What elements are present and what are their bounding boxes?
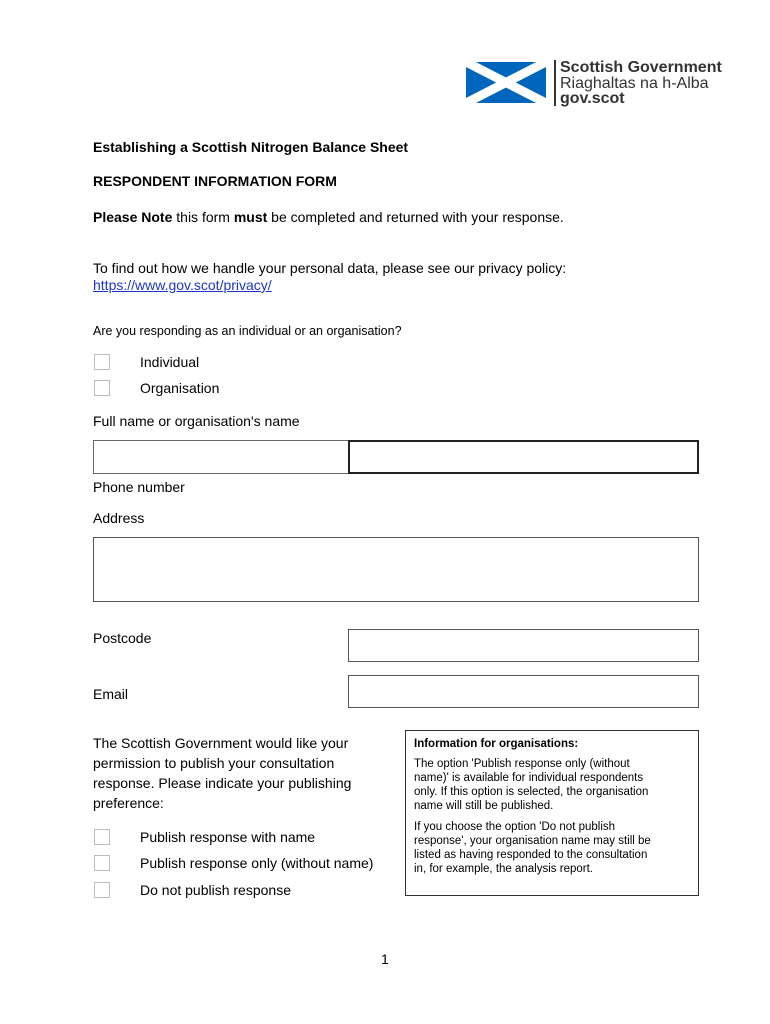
publish-intro-line: permission to publish your consultation	[93, 755, 335, 771]
email-input[interactable]	[348, 675, 699, 708]
publish-with-name-checkbox[interactable]	[94, 829, 110, 845]
publish-without-name-checkbox[interactable]	[94, 855, 110, 871]
document-title: Establishing a Scottish Nitrogen Balance Sheet	[93, 139, 409, 155]
scottish-government-logo	[466, 60, 741, 106]
address-input[interactable]	[93, 537, 699, 602]
publish-intro-line: response. Please indicate your publishing	[93, 775, 352, 791]
privacy-text: To find out how we handle your personal data, please see our privacy policy:	[93, 260, 567, 276]
publish-intro-line: The Scottish Government would like your	[93, 735, 349, 751]
publish-with-name-label: Publish response with name	[140, 829, 316, 845]
organisation-label: Organisation	[140, 380, 220, 396]
postcode-label: Postcode	[93, 630, 152, 646]
individual-checkbox[interactable]	[94, 354, 110, 370]
organisation-info-box	[405, 730, 699, 896]
respondent-type-question: Are you responding as an individual or an organisation?	[93, 324, 402, 338]
full-name-label: Full name or organisation's name	[93, 413, 300, 429]
address-label: Address	[93, 510, 145, 526]
publish-without-name-label: Publish response only (without name)	[140, 855, 374, 871]
saltire-flag-icon	[466, 62, 546, 103]
postcode-input[interactable]	[348, 629, 699, 662]
page-number: 1	[381, 951, 389, 967]
logo-line-3: gov.scot	[560, 90, 625, 107]
publish-intro	[93, 733, 351, 813]
please-note-label: Please Note	[93, 209, 173, 225]
logo-line-1: Scottish Government	[560, 59, 722, 76]
logo-line-2: Riaghaltas na h-Alba	[560, 75, 709, 92]
info-paragraph-2: If you choose the option 'Do not publish response', your organisation name may still be listed as having responded to the consultation in, for example, the analysis report.	[414, 821, 651, 875]
do-not-publish-label: Do not publish response	[140, 882, 291, 898]
form-title: RESPONDENT INFORMATION FORM	[93, 173, 337, 189]
full-name-input-left[interactable]	[93, 440, 349, 474]
info-title: Information for organisations:	[414, 738, 579, 750]
full-name-input[interactable]	[348, 440, 699, 474]
publish-intro-line: preference:	[93, 795, 164, 811]
logo-divider	[554, 60, 556, 106]
privacy-link[interactable]: https://www.gov.scot/privacy/	[93, 277, 272, 293]
phone-label: Phone number	[93, 479, 185, 495]
please-note: Please Note this form must be completed and returned with your response.	[93, 209, 564, 225]
individual-label: Individual	[140, 354, 200, 370]
info-paragraph-1: The option 'Publish response only (without name)' is available for individual respondents only. If this option is selected, the organisation name will still be published.	[414, 758, 649, 812]
email-label: Email	[93, 686, 129, 702]
organisation-checkbox[interactable]	[94, 380, 110, 396]
do-not-publish-checkbox[interactable]	[94, 882, 110, 898]
